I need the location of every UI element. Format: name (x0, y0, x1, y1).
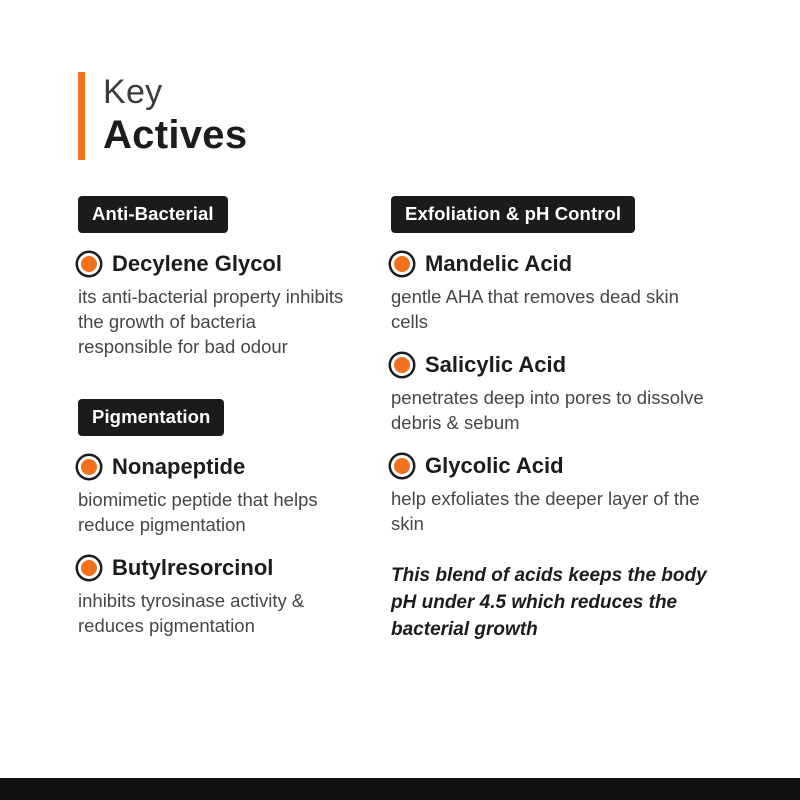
bullet-icon (391, 455, 413, 477)
list-item (391, 453, 800, 536)
item-heading (391, 251, 800, 277)
group-label-anti-bacterial: Anti-Bacterial (78, 196, 228, 233)
ingredient-description: gentle AHA that removes dead skin cells (391, 286, 679, 332)
ingredient-description: biomimetic peptide that helps reduce pigmentation (78, 489, 318, 535)
item-heading (78, 454, 345, 480)
bullet-icon (391, 253, 413, 275)
title-line-2: Actives (103, 113, 248, 157)
bullet-icon (78, 456, 100, 478)
group-label-pigmentation: Pigmentation (78, 399, 224, 436)
accent-bar (78, 72, 85, 160)
ingredient-description: inhibits tyrosinase activity & reduces pigmentation (78, 590, 305, 636)
list-item (391, 251, 800, 334)
group-label-exfoliation-ph-control: Exfoliation & pH Control (391, 196, 635, 233)
item-heading (391, 352, 800, 378)
list-item (391, 352, 800, 435)
list-item (78, 454, 345, 537)
blend-note: This blend of acids keeps the body pH under 4.5 which reduces the bacterial growth (391, 565, 707, 640)
item-heading (78, 251, 345, 277)
ingredient-description: help exfoliates the deeper layer of the skin (391, 488, 700, 534)
bullet-icon (391, 354, 413, 376)
page-title (78, 72, 247, 160)
group-anti-bacterial (78, 196, 345, 359)
item-heading (391, 453, 800, 479)
ingredient-description: its anti-bacterial property inhibits the growth of bacteria responsible for bad odour (78, 286, 344, 357)
column-left (0, 196, 345, 649)
ingredient-name: Salicylic Acid (425, 352, 567, 377)
ingredient-name: Mandelic Acid (425, 251, 573, 276)
ingredient-description: penetrates deep into pores to dissolve debris & sebum (391, 387, 704, 433)
bottom-band (0, 778, 800, 800)
list-item (78, 555, 345, 638)
bullet-icon (78, 253, 100, 275)
ingredient-name: Nonapeptide (112, 454, 246, 479)
title-text (103, 72, 247, 160)
content-columns (0, 196, 800, 649)
ingredient-name: Butylresorcinol (112, 555, 274, 580)
group-exfoliation-ph-control (391, 196, 800, 643)
ingredient-name: Decylene Glycol (112, 251, 282, 276)
column-right (345, 196, 800, 649)
group-pigmentation (78, 399, 345, 638)
ingredient-name: Glycolic Acid (425, 453, 564, 478)
bullet-icon (78, 557, 100, 579)
item-heading (78, 555, 345, 581)
title-line-1: Key (103, 73, 163, 111)
list-item (78, 251, 345, 359)
